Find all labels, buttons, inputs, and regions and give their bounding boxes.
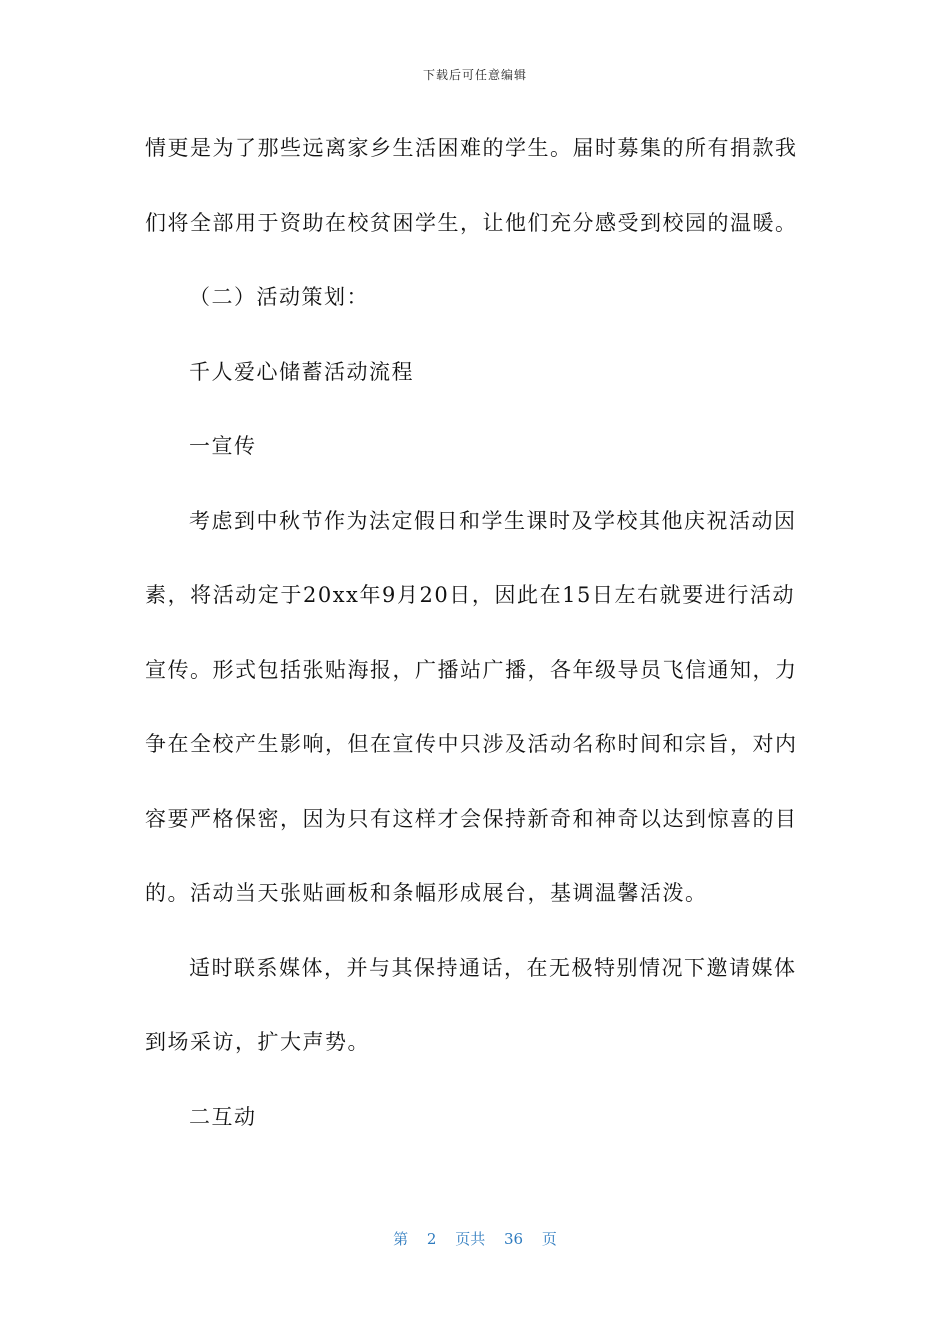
current-page-number: 2: [426, 1230, 437, 1248]
paragraph-line: 考虑到中秋节作为法定假日和学生课时及学校其他庆祝活动因: [189, 508, 797, 533]
paragraph-line: 容要严格保密，因为只有这样才会保持新奇和神奇以达到惊喜的目: [145, 806, 798, 831]
paragraph-line: 们将全部用于资助在校贫困学生，让他们充分感受到校园的温暖。: [145, 210, 798, 235]
total-pages-number: 36: [504, 1230, 524, 1248]
paragraph-line: 争在全校产生影响，但在宣传中只涉及活动名称时间和宗旨，对内: [145, 732, 798, 756]
paragraph-line: 宣传。形式包括张贴海报，广播站广播，各年级导员飞信通知，力: [145, 657, 798, 682]
document-body: [145, 126, 798, 1169]
section-heading: 千人爱心储蓄活动流程: [189, 359, 414, 384]
paragraph-line: 的。活动当天张贴画板和条幅形成展台，基调温馨活泼。: [145, 881, 708, 905]
page-label-prefix: 第: [393, 1230, 409, 1248]
section-heading: 二互动: [189, 1104, 257, 1129]
page-footer: [0, 1228, 950, 1249]
paragraph-line: 情更是为了那些远离家乡生活困难的学生。届时募集的所有捐款我: [145, 136, 798, 160]
paragraph-line: 适时联系媒体，并与其保持通话，在无极特别情况下邀请媒体: [189, 955, 797, 980]
page-header: 下载后可任意编辑: [422, 68, 527, 82]
section-heading: 一宣传: [189, 434, 257, 458]
paragraph-line: 到场采访，扩大声势。: [145, 1030, 370, 1054]
paragraph-line: 素，将活动定于20xx年9月20日，因此在15日左右就要进行活动: [145, 583, 795, 607]
page-label-suffix: 页: [541, 1230, 557, 1248]
section-heading: （二）活动策划：: [189, 285, 369, 309]
page-label-mid: 页共: [455, 1230, 486, 1248]
